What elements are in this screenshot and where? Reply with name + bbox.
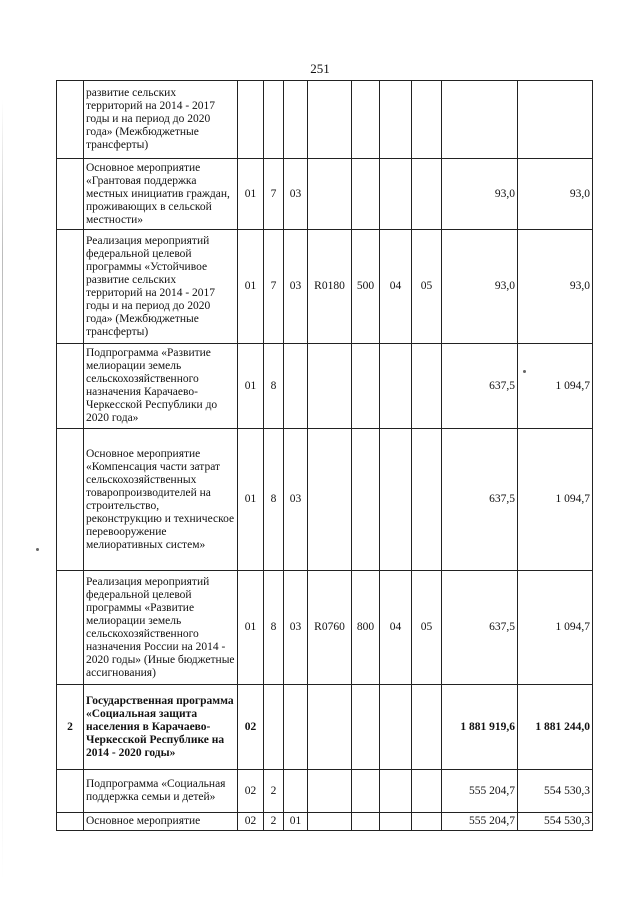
code-section: 04 [380, 230, 412, 344]
code-main: 03 [284, 159, 308, 230]
code-expense-type [352, 159, 380, 230]
row-name: Подпрограмма «Социальная поддержка семьи и детей» [84, 770, 238, 813]
amount-year-2: 554 530,3 [518, 770, 593, 813]
code-sub: 8 [264, 429, 284, 571]
code-section: 04 [380, 571, 412, 685]
code-expense-type [352, 344, 380, 429]
code-main [284, 685, 308, 770]
row-name: Основное мероприятие «Компенсация части затрат сельскохозяйственных товаропроизводителей на строительство, реконструкцию и техническое перевооружение мелиоративных систем» [84, 429, 238, 571]
row-name: Подпрограмма «Развитие мелиорации земель сельскохозяйственного назначения Карачаево-Черкесской Республики до 2020 года» [84, 344, 238, 429]
code-min: 01 [238, 429, 264, 571]
table-row [57, 344, 593, 429]
scan-edge-line [2, 100, 3, 880]
code-section [380, 770, 412, 813]
code-direction [308, 685, 352, 770]
row-name: Государственная программа «Социальная защита населения в Карачаево-Черкесской Республике на 2014 - 2020 годы» [84, 685, 238, 770]
code-direction [308, 344, 352, 429]
row-name: Основное мероприятие [84, 813, 238, 831]
code-section [380, 159, 412, 230]
row-name: Реализация мероприятий федеральной целевой программы «Развитие мелиорации земель сельскохозяйственного назначения России на 2014 - 2020 годы» (Иные бюджетные ассигнования) [84, 571, 238, 685]
code-sub: 7 [264, 159, 284, 230]
table-row [57, 429, 593, 571]
code-direction [308, 770, 352, 813]
row-name: Реализация мероприятий федеральной целевой программы «Устойчивое развитие сельских территорий на 2014 - 2017 годы и на период до 2020 года» (Межбюджетные трансферты) [84, 230, 238, 344]
code-subsection: 05 [412, 230, 442, 344]
amount-year-2: 1 094,7 [518, 429, 593, 571]
code-min: 02 [238, 685, 264, 770]
code-direction [308, 81, 352, 159]
amount-year-2: 554 530,3 [518, 813, 593, 831]
code-subsection [412, 159, 442, 230]
row-number [57, 230, 84, 344]
code-section [380, 429, 412, 571]
amount-year-2: 1 094,7 [518, 571, 593, 685]
amount-year-1: 93,0 [442, 159, 518, 230]
code-sub: 2 [264, 770, 284, 813]
code-min: 01 [238, 159, 264, 230]
code-expense-type [352, 685, 380, 770]
code-expense-type [352, 770, 380, 813]
code-expense-type [352, 813, 380, 831]
code-direction [308, 813, 352, 831]
amount-year-2: 93,0 [518, 230, 593, 344]
amount-year-1: 93,0 [442, 230, 518, 344]
code-main: 01 [284, 813, 308, 831]
code-min: 01 [238, 230, 264, 344]
code-subsection [412, 344, 442, 429]
code-section [380, 813, 412, 831]
code-expense-type: 500 [352, 230, 380, 344]
code-main [284, 81, 308, 159]
amount-year-1 [442, 81, 518, 159]
code-section [380, 81, 412, 159]
amount-year-1: 637,5 [442, 571, 518, 685]
code-min: 02 [238, 770, 264, 813]
amount-year-1: 555 204,7 [442, 770, 518, 813]
code-sub: 7 [264, 230, 284, 344]
row-number [57, 159, 84, 230]
code-direction [308, 159, 352, 230]
code-min [238, 81, 264, 159]
code-main [284, 344, 308, 429]
amount-year-1: 637,5 [442, 429, 518, 571]
amount-year-1: 1 881 919,6 [442, 685, 518, 770]
code-main: 03 [284, 230, 308, 344]
amount-year-1: 637,5 [442, 344, 518, 429]
row-name: развитие сельских территорий на 2014 - 2017 годы и на период до 2020 года» (Межбюджетные трансферты) [84, 81, 238, 159]
code-direction [308, 429, 352, 571]
code-direction: R0760 [308, 571, 352, 685]
code-main: 03 [284, 429, 308, 571]
table-row [57, 685, 593, 770]
page-number: 251 [310, 61, 330, 76]
code-subsection [412, 770, 442, 813]
code-main: 03 [284, 571, 308, 685]
table-row [57, 770, 593, 813]
code-expense-type: 800 [352, 571, 380, 685]
code-min: 02 [238, 813, 264, 831]
scan-speck [36, 548, 39, 551]
table-row [57, 813, 593, 831]
budget-table [56, 80, 593, 831]
code-subsection [412, 813, 442, 831]
code-direction: R0180 [308, 230, 352, 344]
code-min: 01 [238, 344, 264, 429]
table-row [57, 230, 593, 344]
code-sub: 2 [264, 813, 284, 831]
code-main [284, 770, 308, 813]
code-subsection [412, 685, 442, 770]
code-sub [264, 81, 284, 159]
code-sub: 8 [264, 571, 284, 685]
code-expense-type [352, 81, 380, 159]
code-expense-type [352, 429, 380, 571]
amount-year-2: 93,0 [518, 159, 593, 230]
row-number [57, 81, 84, 159]
amount-year-2: 1 094,7 [518, 344, 593, 429]
row-number [57, 429, 84, 571]
code-section [380, 685, 412, 770]
amount-year-2 [518, 81, 593, 159]
row-number: 2 [57, 685, 84, 770]
table-row [57, 159, 593, 230]
code-min: 01 [238, 571, 264, 685]
code-subsection [412, 429, 442, 571]
code-subsection [412, 81, 442, 159]
row-name: Основное мероприятие «Грантовая поддержка местных инициатив граждан, проживающих в сельской местности» [84, 159, 238, 230]
amount-year-1: 555 204,7 [442, 813, 518, 831]
row-number [57, 813, 84, 831]
row-number [57, 344, 84, 429]
scan-speck [523, 370, 526, 373]
amount-year-2: 1 881 244,0 [518, 685, 593, 770]
code-subsection: 05 [412, 571, 442, 685]
code-sub [264, 685, 284, 770]
table-row [57, 571, 593, 685]
code-section [380, 344, 412, 429]
row-number [57, 770, 84, 813]
table-row [57, 81, 593, 159]
row-number [57, 571, 84, 685]
code-sub: 8 [264, 344, 284, 429]
